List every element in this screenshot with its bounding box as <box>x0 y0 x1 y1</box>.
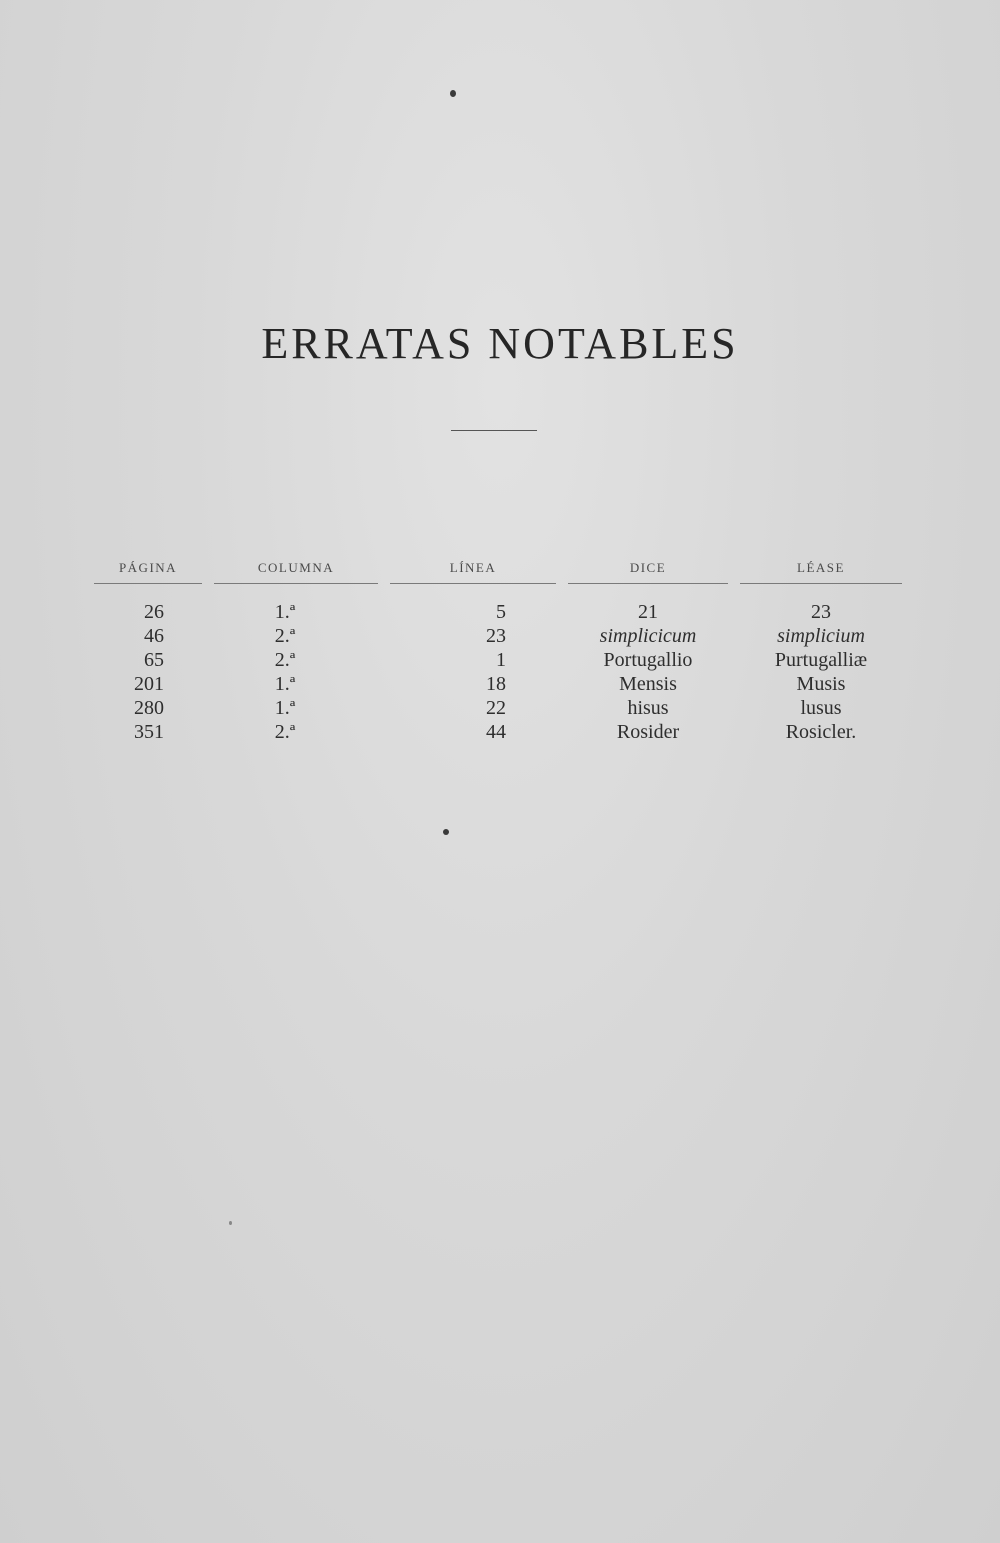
header-dice <box>562 560 734 584</box>
header-rule <box>94 583 202 584</box>
cell-pagina: 65 <box>144 649 164 671</box>
cell-linea: 44 <box>486 721 506 743</box>
cell-dice: hisus <box>627 697 669 719</box>
header-lease-label: LÉASE <box>797 560 845 575</box>
cell-dice: 21 <box>638 601 658 623</box>
ink-speck-middle <box>443 829 449 835</box>
header-linea <box>384 560 562 584</box>
cell-dice: Mensis <box>619 673 677 695</box>
header-pagina <box>88 560 208 584</box>
cell-dice: Rosider <box>616 721 680 743</box>
table-row <box>88 720 908 744</box>
header-lease <box>734 560 908 584</box>
cell-lease: Musis <box>796 673 846 695</box>
header-rule <box>740 583 902 584</box>
cell-columna: 1.ª <box>274 601 296 623</box>
header-linea-label: LÍNEA <box>449 560 497 575</box>
cell-linea: 22 <box>486 697 506 719</box>
table-row <box>88 648 908 672</box>
cell-columna: 2.ª <box>274 721 296 743</box>
table-row <box>88 696 908 720</box>
header-columna-label: COLUMNA <box>257 560 335 575</box>
cell-linea: 23 <box>486 625 506 647</box>
ink-speck-lower-left <box>229 1221 232 1225</box>
ink-speck-top <box>450 90 456 97</box>
cell-dice: Portugallio <box>603 649 693 671</box>
cell-lease: Purtugalliæ <box>774 649 868 671</box>
header-rule <box>214 583 378 584</box>
cell-linea: 1 <box>496 649 506 671</box>
table-header-row <box>88 560 908 584</box>
header-rule <box>390 583 556 584</box>
cell-columna: 2.ª <box>274 625 296 647</box>
cell-linea: 18 <box>486 673 506 695</box>
table-row <box>88 584 908 624</box>
title-underline <box>451 430 537 431</box>
cell-columna: 2.ª <box>274 649 296 671</box>
cell-dice: simplicicum <box>599 625 697 647</box>
cell-pagina: 201 <box>134 673 164 695</box>
table-row <box>88 672 908 696</box>
cell-lease: Rosicler. <box>785 721 857 743</box>
header-columna <box>208 560 384 584</box>
cell-pagina: 280 <box>134 697 164 719</box>
cell-lease: simplicium <box>777 625 865 647</box>
cell-columna: 1.ª <box>274 673 296 695</box>
cell-pagina: 26 <box>144 601 164 623</box>
page-title: ERRATAS NOTABLES <box>261 319 739 368</box>
cell-lease: lusus <box>800 697 842 719</box>
cell-pagina: 46 <box>144 625 164 647</box>
header-dice-label: DICE <box>629 560 667 575</box>
cell-columna: 1.ª <box>274 697 296 719</box>
errata-table <box>88 560 908 744</box>
cell-linea: 5 <box>496 601 506 623</box>
cell-pagina: 351 <box>134 721 164 743</box>
header-pagina-label: PÁGINA <box>118 560 178 575</box>
cell-lease: 23 <box>811 601 831 623</box>
table-row <box>88 624 908 648</box>
header-rule <box>568 583 728 584</box>
